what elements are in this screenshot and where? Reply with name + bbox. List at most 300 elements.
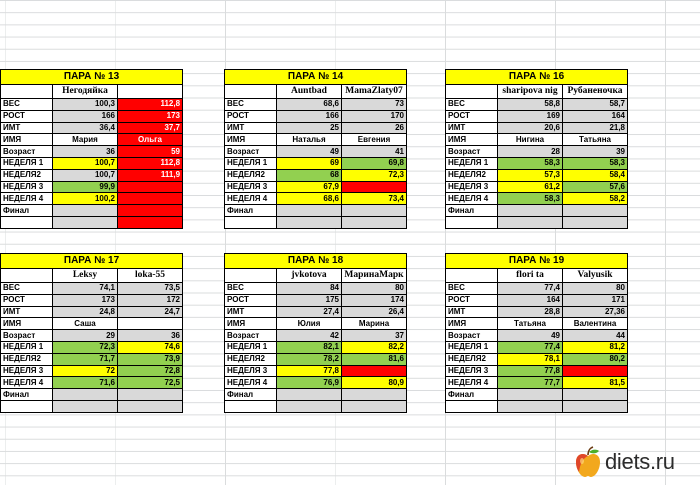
table-row	[1, 353, 183, 365]
value-cell-final[interactable]	[498, 389, 563, 401]
empty-cell[interactable]	[1, 400, 53, 412]
value-cell-week2[interactable]: 73,9	[118, 353, 183, 365]
empty-cell[interactable]	[446, 85, 498, 99]
value-cell-week2[interactable]: 111,9	[118, 169, 183, 181]
value-cell-final[interactable]	[53, 389, 118, 401]
value-cell-height[interactable]: 166	[53, 110, 118, 122]
row-label-bmi[interactable]: ИМТ	[446, 306, 498, 318]
value-cell-bmi[interactable]: 20,6	[498, 122, 563, 134]
table-row	[446, 341, 628, 353]
row-label-final[interactable]: Финал	[225, 389, 277, 401]
value-cell-week1[interactable]: 82,1	[277, 341, 342, 353]
value-cell-week2[interactable]: 100,7	[53, 169, 118, 181]
value-cell-age[interactable]: 36	[118, 330, 183, 342]
table-row	[446, 134, 628, 146]
empty-cell[interactable]	[53, 400, 118, 412]
value-cell-bmi[interactable]: 24,7	[118, 306, 183, 318]
row-label-week2[interactable]: НЕДЕЛЯ2	[225, 353, 277, 365]
row-label-height[interactable]: РОСТ	[1, 110, 53, 122]
table-row	[225, 193, 407, 205]
value-cell-week3[interactable]: 67,9	[277, 181, 342, 193]
value-cell-week2[interactable]: 57,3	[498, 169, 563, 181]
value-cell-final[interactable]	[498, 205, 563, 217]
table-row	[225, 110, 407, 122]
row-label-week4[interactable]: НЕДЕЛЯ 4	[446, 193, 498, 205]
row-label-bmi[interactable]: ИМТ	[225, 306, 277, 318]
table-row	[446, 146, 628, 158]
value-cell-week3[interactable]: 57,6	[563, 181, 628, 193]
table-row	[446, 205, 628, 217]
value-cell-height[interactable]: 173	[53, 294, 118, 306]
row-label-weight[interactable]: ВЕС	[1, 99, 53, 111]
value-cell-bmi[interactable]: 28,8	[498, 306, 563, 318]
empty-cell[interactable]	[342, 400, 407, 412]
table-row	[446, 216, 628, 228]
empty-cell[interactable]	[446, 400, 498, 412]
value-cell-bmi[interactable]: 37,7	[118, 122, 183, 134]
table-row	[446, 377, 628, 389]
row-label-week3[interactable]: НЕДЕЛЯ 3	[446, 365, 498, 377]
row-label-age[interactable]: Возраст	[225, 330, 277, 342]
nickname-cell[interactable]: Valyusik	[563, 269, 628, 283]
value-cell-weight[interactable]: 77,4	[498, 283, 563, 295]
nickname-cell[interactable]: MamaZlaty07	[342, 85, 407, 99]
table-row	[446, 318, 628, 330]
nickname-row	[446, 269, 628, 283]
value-cell-weight[interactable]: 112,8	[118, 99, 183, 111]
table-row	[225, 157, 407, 169]
table-row	[225, 181, 407, 193]
value-cell-week3[interactable]	[342, 365, 407, 377]
row-label-height[interactable]: РОСТ	[225, 294, 277, 306]
row-label-height[interactable]: РОСТ	[225, 110, 277, 122]
value-cell-name[interactable]: Татьяна	[498, 318, 563, 330]
row-label-week1[interactable]: НЕДЕЛЯ 1	[446, 341, 498, 353]
value-cell-name[interactable]: Саша	[53, 318, 118, 330]
value-cell-week1[interactable]: 100,7	[53, 157, 118, 169]
value-cell-bmi[interactable]: 25	[277, 122, 342, 134]
value-cell-week1[interactable]: 58,3	[563, 157, 628, 169]
table-row	[1, 134, 183, 146]
empty-cell[interactable]	[277, 216, 342, 228]
nickname-cell[interactable]: Auntbad	[277, 85, 342, 99]
row-label-age[interactable]: Возраст	[1, 146, 53, 158]
table-row	[225, 134, 407, 146]
empty-cell[interactable]	[53, 216, 118, 228]
nickname-row	[225, 85, 407, 99]
value-cell-week4[interactable]: 73,4	[342, 193, 407, 205]
row-label-week3[interactable]: НЕДЕЛЯ 3	[225, 365, 277, 377]
empty-cell[interactable]	[277, 400, 342, 412]
value-cell-week4[interactable]: 72,5	[118, 377, 183, 389]
table-row	[1, 318, 183, 330]
row-label-bmi[interactable]: ИМТ	[1, 122, 53, 134]
row-label-name[interactable]: ИМЯ	[1, 134, 53, 146]
row-label-week3[interactable]: НЕДЕЛЯ 3	[1, 365, 53, 377]
pair-title-cell[interactable]: ПАРА № 14	[225, 70, 407, 85]
row-label-bmi[interactable]: ИМТ	[1, 306, 53, 318]
empty-cell[interactable]	[446, 216, 498, 228]
empty-cell[interactable]	[225, 269, 277, 283]
value-cell-name[interactable]: Наталья	[277, 134, 342, 146]
nickname-cell[interactable]: loka-55	[118, 269, 183, 283]
nickname-cell[interactable]: Негодяйка	[53, 85, 118, 99]
row-label-week3[interactable]: НЕДЕЛЯ 3	[446, 181, 498, 193]
value-cell-week1[interactable]: 58,3	[498, 157, 563, 169]
row-label-week1[interactable]: НЕДЕЛЯ 1	[225, 341, 277, 353]
row-label-week2[interactable]: НЕДЕЛЯ2	[1, 169, 53, 181]
pair-title-cell[interactable]: ПАРА № 17	[1, 254, 183, 269]
table-row	[446, 294, 628, 306]
value-cell-height[interactable]: 173	[118, 110, 183, 122]
table-row	[225, 216, 407, 228]
pair-title-cell[interactable]: ПАРА № 18	[225, 254, 407, 269]
value-cell-bmi[interactable]: 26,4	[342, 306, 407, 318]
row-label-week1[interactable]: НЕДЕЛЯ 1	[1, 157, 53, 169]
row-label-week1[interactable]: НЕДЕЛЯ 1	[225, 157, 277, 169]
value-cell-final[interactable]	[342, 389, 407, 401]
value-cell-final[interactable]	[277, 205, 342, 217]
table-row	[225, 294, 407, 306]
empty-cell[interactable]	[1, 269, 53, 283]
nickname-row	[1, 85, 183, 99]
row-label-week4[interactable]: НЕДЕЛЯ 4	[446, 377, 498, 389]
nickname-cell[interactable]: jvkotova	[277, 269, 342, 283]
value-cell-name[interactable]: Юлия	[277, 318, 342, 330]
value-cell-week2[interactable]: 78,1	[498, 353, 563, 365]
value-cell-bmi[interactable]: 21,8	[563, 122, 628, 134]
value-cell-age[interactable]: 29	[53, 330, 118, 342]
table-row	[225, 146, 407, 158]
value-cell-age[interactable]: 37	[342, 330, 407, 342]
row-label-final[interactable]: Финал	[1, 205, 53, 217]
row-label-age[interactable]: Возраст	[1, 330, 53, 342]
value-cell-final[interactable]	[118, 205, 183, 217]
table-row	[225, 377, 407, 389]
nickname-row	[446, 85, 628, 99]
nickname-cell[interactable]: Рубаненочка	[563, 85, 628, 99]
row-label-weight[interactable]: ВЕС	[1, 283, 53, 295]
value-cell-week4[interactable]: 100,2	[53, 193, 118, 205]
value-cell-weight[interactable]: 73,5	[118, 283, 183, 295]
row-label-week2[interactable]: НЕДЕЛЯ2	[446, 353, 498, 365]
value-cell-height[interactable]: 174	[342, 294, 407, 306]
value-cell-week4[interactable]: 58,2	[563, 193, 628, 205]
value-cell-height[interactable]: 172	[118, 294, 183, 306]
table-row	[1, 216, 183, 228]
value-cell-week1[interactable]: 77,4	[498, 341, 563, 353]
row-label-final[interactable]: Финал	[225, 205, 277, 217]
nickname-row	[225, 269, 407, 283]
nickname-row	[1, 269, 183, 283]
value-cell-weight[interactable]: 80	[342, 283, 407, 295]
table-row	[1, 205, 183, 217]
row-label-week1[interactable]: НЕДЕЛЯ 1	[1, 341, 53, 353]
table-row	[225, 283, 407, 295]
value-cell-week2[interactable]: 58,4	[563, 169, 628, 181]
value-cell-week3[interactable]	[342, 181, 407, 193]
table-row	[225, 99, 407, 111]
apple-icon	[574, 446, 602, 478]
value-cell-age[interactable]: 49	[277, 146, 342, 158]
value-cell-week4[interactable]: 77,7	[498, 377, 563, 389]
value-cell-bmi[interactable]: 26	[342, 122, 407, 134]
empty-cell[interactable]	[563, 216, 628, 228]
value-cell-age[interactable]: 42	[277, 330, 342, 342]
pair-card	[445, 69, 628, 229]
value-cell-week2[interactable]: 78,2	[277, 353, 342, 365]
value-cell-weight[interactable]: 100,3	[53, 99, 118, 111]
table-row	[1, 193, 183, 205]
table-row	[225, 318, 407, 330]
table-row	[1, 146, 183, 158]
value-cell-week3[interactable]: 72,8	[118, 365, 183, 377]
table-row	[225, 389, 407, 401]
value-cell-week3[interactable]: 77,8	[498, 365, 563, 377]
empty-cell[interactable]	[498, 216, 563, 228]
row-label-age[interactable]: Возраст	[225, 146, 277, 158]
row-label-weight[interactable]: ВЕС	[225, 99, 277, 111]
table-row	[1, 181, 183, 193]
table-row	[225, 400, 407, 412]
value-cell-week2[interactable]: 68	[277, 169, 342, 181]
pair-title-cell[interactable]: ПАРА № 13	[1, 70, 183, 85]
row-label-week3[interactable]: НЕДЕЛЯ 3	[1, 181, 53, 193]
value-cell-weight[interactable]: 80	[563, 283, 628, 295]
pair-title-cell[interactable]: ПАРА № 19	[446, 254, 628, 269]
value-cell-week4[interactable]: 68,6	[277, 193, 342, 205]
table-row	[1, 306, 183, 318]
row-label-week4[interactable]: НЕДЕЛЯ 4	[1, 377, 53, 389]
row-label-week2[interactable]: НЕДЕЛЯ2	[446, 169, 498, 181]
value-cell-name[interactable]: Нигина	[498, 134, 563, 146]
pair-title-row	[446, 70, 628, 85]
nickname-cell[interactable]: Leksy	[53, 269, 118, 283]
table-row	[446, 330, 628, 342]
empty-cell[interactable]	[225, 400, 277, 412]
value-cell-height[interactable]: 170	[342, 110, 407, 122]
empty-cell[interactable]	[1, 216, 53, 228]
pair-card	[445, 253, 628, 413]
value-cell-week4[interactable]: 58,3	[498, 193, 563, 205]
nickname-cell[interactable]: МаринаМарк	[342, 269, 407, 283]
value-cell-final[interactable]	[118, 389, 183, 401]
value-cell-name[interactable]: Мария	[53, 134, 118, 146]
value-cell-weight[interactable]: 68,6	[277, 99, 342, 111]
table-row	[446, 110, 628, 122]
row-label-name[interactable]: ИМЯ	[1, 318, 53, 330]
row-label-height[interactable]: РОСТ	[1, 294, 53, 306]
table-row	[446, 306, 628, 318]
row-label-final[interactable]: Финал	[446, 205, 498, 217]
diets-logo	[574, 442, 698, 482]
value-cell-final[interactable]	[563, 389, 628, 401]
value-cell-weight[interactable]: 74,1	[53, 283, 118, 295]
pair-title-row	[446, 254, 628, 269]
table-row	[446, 389, 628, 401]
row-label-week4[interactable]: НЕДЕЛЯ 4	[225, 193, 277, 205]
empty-cell[interactable]	[225, 85, 277, 99]
row-label-weight[interactable]: ВЕС	[225, 283, 277, 295]
value-cell-height[interactable]: 164	[563, 110, 628, 122]
value-cell-name[interactable]: Евгения	[342, 134, 407, 146]
value-cell-final[interactable]	[563, 205, 628, 217]
empty-cell[interactable]	[498, 400, 563, 412]
value-cell-week2[interactable]: 80,2	[563, 353, 628, 365]
value-cell-age[interactable]: 41	[342, 146, 407, 158]
value-cell-height[interactable]: 175	[277, 294, 342, 306]
row-label-name[interactable]: ИМЯ	[225, 318, 277, 330]
table-row	[1, 330, 183, 342]
table-row	[446, 99, 628, 111]
value-cell-height[interactable]: 166	[277, 110, 342, 122]
row-label-week2[interactable]: НЕДЕЛЯ2	[1, 353, 53, 365]
row-label-week3[interactable]: НЕДЕЛЯ 3	[225, 181, 277, 193]
row-label-name[interactable]: ИМЯ	[446, 134, 498, 146]
pair-title-cell[interactable]: ПАРА № 16	[446, 70, 628, 85]
row-label-name[interactable]: ИМЯ	[446, 318, 498, 330]
value-cell-age[interactable]: 28	[498, 146, 563, 158]
table-row	[446, 169, 628, 181]
row-label-weight[interactable]: ВЕС	[446, 99, 498, 111]
table-row	[1, 400, 183, 412]
table-row	[1, 341, 183, 353]
table-row	[446, 283, 628, 295]
value-cell-week4[interactable]: 80,9	[342, 377, 407, 389]
row-label-week4[interactable]: НЕДЕЛЯ 4	[1, 193, 53, 205]
empty-cell[interactable]	[563, 400, 628, 412]
value-cell-week1[interactable]: 69	[277, 157, 342, 169]
value-cell-bmi[interactable]: 27,4	[277, 306, 342, 318]
value-cell-bmi[interactable]: 27,36	[563, 306, 628, 318]
row-label-bmi[interactable]: ИМТ	[225, 122, 277, 134]
value-cell-weight[interactable]: 73	[342, 99, 407, 111]
nickname-cell[interactable]: sharipova nig	[498, 85, 563, 99]
pair-title-row	[225, 70, 407, 85]
value-cell-name[interactable]: Ольга	[118, 134, 183, 146]
table-row	[1, 294, 183, 306]
value-cell-age[interactable]: 49	[498, 330, 563, 342]
table-row	[446, 157, 628, 169]
value-cell-weight[interactable]: 58,7	[563, 99, 628, 111]
value-cell-age[interactable]: 39	[563, 146, 628, 158]
table-row	[225, 205, 407, 217]
value-cell-week4[interactable]: 71,6	[53, 377, 118, 389]
table-row	[1, 377, 183, 389]
value-cell-week1[interactable]: 74,6	[118, 341, 183, 353]
empty-cell[interactable]	[225, 216, 277, 228]
table-row	[1, 169, 183, 181]
value-cell-week1[interactable]: 112,8	[118, 157, 183, 169]
value-cell-name[interactable]: Татьяна	[563, 134, 628, 146]
value-cell-age[interactable]: 36	[53, 146, 118, 158]
pair-title-row	[1, 254, 183, 269]
value-cell-week4[interactable]: 81,5	[563, 377, 628, 389]
row-label-name[interactable]: ИМЯ	[225, 134, 277, 146]
value-cell-week4[interactable]: 76,9	[277, 377, 342, 389]
empty-cell[interactable]	[1, 85, 53, 99]
value-cell-week3[interactable]	[563, 365, 628, 377]
table-row	[225, 365, 407, 377]
value-cell-bmi[interactable]: 24,8	[53, 306, 118, 318]
value-cell-week1[interactable]: 81,2	[563, 341, 628, 353]
value-cell-week4[interactable]	[118, 193, 183, 205]
table-row	[446, 353, 628, 365]
row-label-week2[interactable]: НЕДЕЛЯ2	[225, 169, 277, 181]
pair-title-row	[225, 254, 407, 269]
value-cell-final[interactable]	[277, 389, 342, 401]
table-row	[1, 389, 183, 401]
value-cell-age[interactable]: 44	[563, 330, 628, 342]
empty-cell[interactable]	[342, 216, 407, 228]
row-label-age[interactable]: Возраст	[446, 146, 498, 158]
logo-text: diets.ru	[605, 449, 675, 474]
table-row	[225, 353, 407, 365]
pair-card	[0, 69, 183, 229]
empty-cell[interactable]	[118, 216, 183, 228]
value-cell-name[interactable]	[118, 318, 183, 330]
value-cell-week1[interactable]: 69,8	[342, 157, 407, 169]
value-cell-weight[interactable]: 84	[277, 283, 342, 295]
value-cell-bmi[interactable]: 36,4	[53, 122, 118, 134]
value-cell-week1[interactable]: 72,3	[53, 341, 118, 353]
row-label-week4[interactable]: НЕДЕЛЯ 4	[225, 377, 277, 389]
value-cell-final[interactable]	[53, 205, 118, 217]
value-cell-week3[interactable]	[118, 181, 183, 193]
value-cell-weight[interactable]: 58,8	[498, 99, 563, 111]
pair-card	[0, 253, 183, 413]
row-label-height[interactable]: РОСТ	[446, 294, 498, 306]
value-cell-week3[interactable]: 72	[53, 365, 118, 377]
value-cell-name[interactable]: Валентина	[563, 318, 628, 330]
row-label-week1[interactable]: НЕДЕЛЯ 1	[446, 157, 498, 169]
row-label-age[interactable]: Возраст	[446, 330, 498, 342]
empty-cell[interactable]	[118, 400, 183, 412]
value-cell-week3[interactable]: 77,8	[277, 365, 342, 377]
table-row	[1, 122, 183, 134]
table-row	[1, 283, 183, 295]
value-cell-week2[interactable]: 81,6	[342, 353, 407, 365]
row-label-final[interactable]: Финал	[1, 389, 53, 401]
value-cell-final[interactable]	[342, 205, 407, 217]
nickname-cell[interactable]: Оля 45	[118, 85, 183, 99]
row-label-final[interactable]: Финал	[446, 389, 498, 401]
value-cell-week2[interactable]: 72,3	[342, 169, 407, 181]
nickname-cell[interactable]: flori ta	[498, 269, 563, 283]
table-row	[1, 157, 183, 169]
table-row	[225, 330, 407, 342]
table-row	[225, 169, 407, 181]
row-label-height[interactable]: РОСТ	[446, 110, 498, 122]
value-cell-week2[interactable]: 71,7	[53, 353, 118, 365]
pair-card	[224, 253, 407, 413]
value-cell-height[interactable]: 171	[563, 294, 628, 306]
value-cell-week3[interactable]: 61,2	[498, 181, 563, 193]
table-row	[446, 181, 628, 193]
value-cell-height[interactable]: 164	[498, 294, 563, 306]
row-label-weight[interactable]: ВЕС	[446, 283, 498, 295]
value-cell-age[interactable]: 59	[118, 146, 183, 158]
table-row	[225, 122, 407, 134]
empty-cell[interactable]	[446, 269, 498, 283]
value-cell-week1[interactable]: 82,2	[342, 341, 407, 353]
table-row	[225, 341, 407, 353]
value-cell-height[interactable]: 169	[498, 110, 563, 122]
value-cell-week3[interactable]: 99,9	[53, 181, 118, 193]
row-label-bmi[interactable]: ИМТ	[446, 122, 498, 134]
pair-card	[224, 69, 407, 229]
value-cell-name[interactable]: Марина	[342, 318, 407, 330]
